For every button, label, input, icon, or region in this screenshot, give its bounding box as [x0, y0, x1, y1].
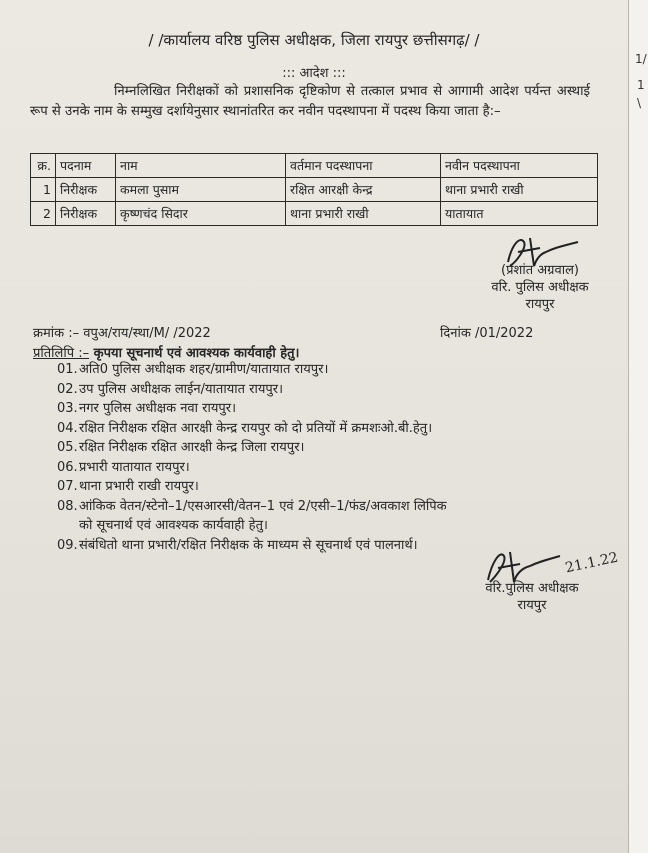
signatory-block: [455, 262, 625, 313]
item-number: 05.: [57, 440, 78, 455]
copy-to-label: प्रतिलिपि :–: [33, 346, 90, 361]
footer-designation: वरि.पुलिस अधीक्षक: [485, 581, 579, 596]
item-text: प्रभारी यातायात रायपुर।: [79, 459, 190, 475]
item-number: 08.: [57, 498, 78, 514]
list-item: [57, 458, 597, 478]
edge-mark: \: [637, 96, 642, 110]
item-text: आंकिक वेतन/स्टेनो–1/एसआरसी/वेतन–1 एवं 2/एसी–1/फंड/अवकाश लिपिक: [79, 498, 447, 514]
order-paragraph: [30, 82, 590, 122]
signatory-designation: वरि. पुलिस अधीक्षक: [491, 280, 589, 295]
item-text: रक्षित निरीक्षक रक्षित आरक्षी केन्द्र रायपुर को दो प्रतियों में क्रमशःओ.बी.हेतु।: [79, 420, 433, 436]
column-header: नवीन पदस्थापना: [441, 154, 598, 178]
copy-to-heading: [33, 343, 299, 361]
table-cell: थाना प्रभारी राखी: [441, 178, 598, 202]
footer-signatory-block: [452, 580, 612, 614]
item-number: 02.: [57, 381, 78, 397]
signatory-name: (प्रशांत अग्रवाल): [501, 263, 579, 278]
reference-number: क्रमांक :– वपुअ/राय/स्था/M/ /2022: [33, 326, 211, 341]
item-text-continued: को सूचनार्थ एवं आवश्यक कार्यवाही हेतु।: [79, 518, 268, 533]
office-header: / /कार्यालय वरिष्ठ पुलिस अधीक्षक, जिला रायपुर छत्तीसगढ़/ /: [148, 31, 480, 49]
adjacent-page-edge: [628, 0, 648, 853]
list-item: [57, 380, 597, 400]
table-cell: कृष्णचंद सिदार: [116, 202, 286, 226]
list-item: [57, 360, 597, 380]
column-header: वर्तमान पदस्थापना: [286, 154, 441, 178]
signatory-place: रायपुर: [525, 297, 555, 312]
signature-date: 21.1.22: [563, 549, 620, 577]
edge-mark: 1/: [635, 52, 647, 66]
table-cell: यातायात: [441, 202, 598, 226]
item-number: 09.: [57, 537, 78, 553]
item-text: संबंधितो थाना प्रभारी/रक्षित निरीक्षक के माध्यम से सूचनार्थ एवं पालनार्थ।: [79, 537, 418, 553]
column-header: पदनाम: [56, 154, 116, 178]
reference-date: दिनांक /01/2022: [440, 326, 534, 341]
order-text: निम्नलिखित निरीक्षकों को प्रशासनिक दृष्टिकोण से तत्काल प्रभाव से आगामी आदेश पर्यन्त अस्थाई रूप से उनके नाम के सम्मुख दर्शायेनुसार स्थानांतरित कर नवीन पदस्थापना में पदस्थ किया जाता है:–: [30, 84, 590, 119]
item-number: 03.: [57, 401, 78, 416]
table-cell: कमला पुसाम: [116, 178, 286, 202]
order-title: ::: आदेश :::: [282, 66, 346, 81]
item-number: 01.: [57, 362, 78, 377]
footer-place: रायपुर: [517, 598, 547, 613]
item-text: रक्षित निरीक्षक रक्षित आरक्षी केन्द्र जिला रायपुर।: [79, 440, 305, 455]
item-text: उप पुलिस अधीक्षक लाईन/यातायात रायपुर।: [79, 381, 284, 397]
table-cell: निरीक्षक: [56, 202, 116, 226]
column-header: क्र.: [31, 154, 56, 178]
table-cell: 2: [31, 202, 56, 226]
item-number: 04.: [57, 420, 78, 436]
transfer-table: [30, 153, 598, 226]
item-number: 07.: [57, 479, 78, 494]
table-cell: 1: [31, 178, 56, 202]
item-text: थाना प्रभारी राखी रायपुर।: [79, 479, 199, 494]
copy-to-note: कृपया सूचनार्थ एवं आवश्यक कार्यवाही हेतु।: [93, 346, 300, 361]
list-item: [57, 399, 597, 419]
copy-to-list: [57, 360, 597, 555]
table-row: [31, 178, 598, 202]
list-item: [57, 419, 597, 439]
table-row: [31, 202, 598, 226]
item-number: 06.: [57, 459, 78, 475]
list-item: [57, 477, 597, 497]
column-header: नाम: [116, 154, 286, 178]
table-cell: निरीक्षक: [56, 178, 116, 202]
edge-mark: 1: [637, 78, 645, 92]
table-cell: थाना प्रभारी राखी: [286, 202, 441, 226]
table-cell: रक्षित आरक्षी केन्द्र: [286, 178, 441, 202]
list-item: [57, 497, 597, 536]
list-item: [57, 438, 597, 458]
item-text: नगर पुलिस अधीक्षक नवा रायपुर।: [79, 401, 236, 416]
table-header-row: [31, 154, 598, 178]
item-text: अति0 पुलिस अधीक्षक शहर/ग्रामीण/यातायात रायपुर।: [79, 362, 329, 377]
